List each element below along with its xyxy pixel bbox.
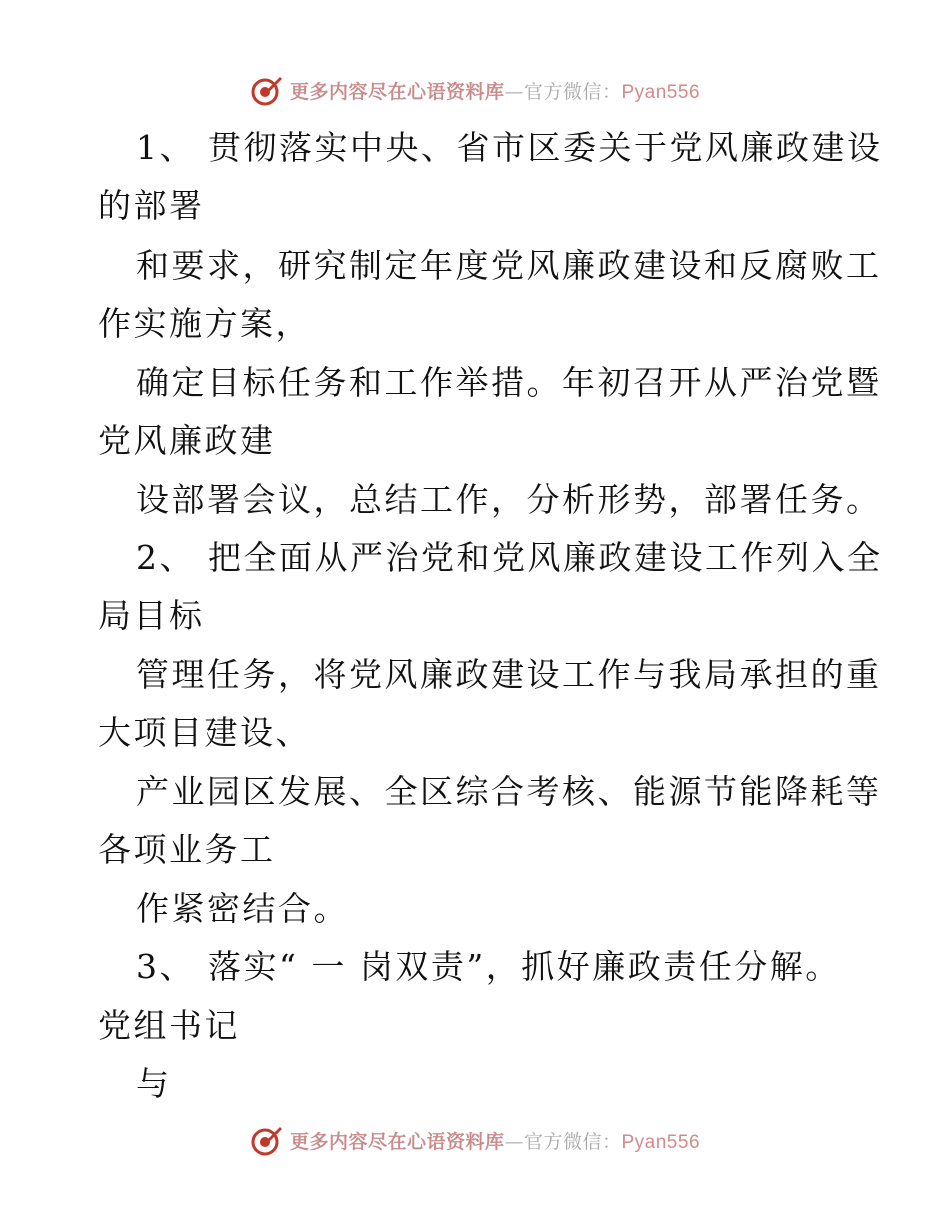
text-line: 与 [136,1064,172,1103]
watermark-official-label: 官方微信： [523,1130,622,1153]
watermark-text [290,1127,700,1154]
watermark-brand: 更多内容尽在心语资料库 [289,80,505,103]
text-line: 3、 落实“ 一 岗双责”，抓好廉政责任分解。 [136,947,841,986]
text-line: 和要求，研究制定年度党风廉政建设和反腐败工 [136,246,882,285]
watermark-wechat-id: Pyan556 [621,1131,701,1153]
text-line: 管理任务，将党风廉政建设工作与我局承担的重 [136,655,882,694]
watermark-official-label: 官方微信： [523,80,622,103]
watermark-brand: 更多内容尽在心语资料库 [289,1130,505,1153]
watermark-dash: — [504,80,524,103]
text-line: 局目标 [98,596,205,635]
text-line: 2、 把全面从严治党和党风廉政建设工作列入全 [136,538,883,577]
text-line: 作实施方案， [98,304,311,343]
text-line: 党组书记 [98,1006,240,1045]
text-line: 党风廉政建 [98,421,276,460]
text-line: 的部署 [98,186,205,225]
text-line: 设部署会议，总结工作，分析形势，部署任务。 [136,480,882,519]
text-line: 大项目建设、 [98,713,311,752]
text-line: 各项业务工 [98,830,276,869]
watermark-text [290,77,700,104]
header-watermark [0,70,950,110]
quill-logo-icon [250,73,284,107]
text-line: 确定目标任务和工作举措。年初召开从严治党暨 [136,363,882,402]
text-line: 产业园区发展、全区综合考核、能源节能降耗等 [136,772,882,811]
watermark-dash: — [504,1130,524,1153]
text-line: 1、 贯彻落实中央、省市区委关于党风廉政建设 [136,128,883,167]
footer-watermark [0,1120,950,1160]
watermark-wechat-id: Pyan556 [621,81,701,103]
quill-logo-icon [250,1123,284,1157]
text-line: 作紧密结合。 [136,889,349,928]
